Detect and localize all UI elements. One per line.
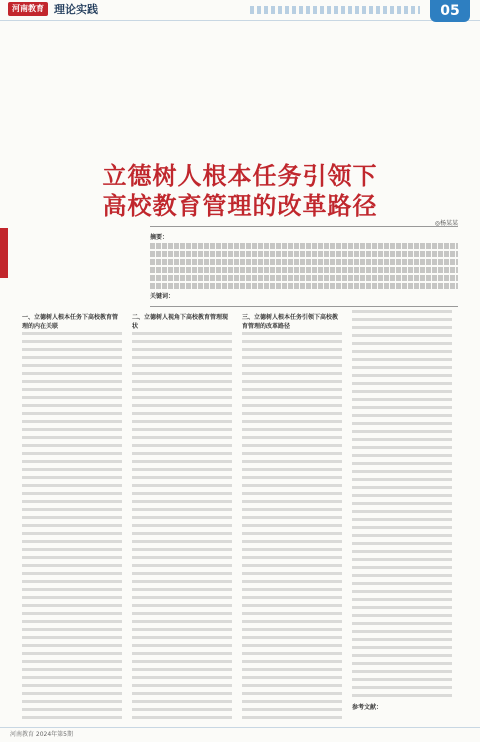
abstract-line [150, 259, 458, 265]
abstract-line [150, 283, 458, 289]
references-label: 参考文献： [352, 704, 383, 711]
abstract-box [150, 226, 458, 307]
text-column-2 [132, 310, 232, 722]
text-column-3 [242, 310, 342, 722]
page-footer: 河南教育 2024年第5期 [0, 727, 480, 742]
column-body [22, 332, 122, 722]
text-column-4 [352, 310, 452, 713]
abstract-line [150, 243, 458, 249]
decorative-stripes [250, 6, 420, 14]
article-title-line2: 高校教育管理的改革路径 [102, 191, 378, 220]
abstract-line [150, 275, 458, 281]
author-byline: ◎杨某某 [434, 220, 458, 227]
column-body [242, 332, 342, 722]
section-heading: 一、立德树人根本任务下高校教育管理的内在关联 [22, 314, 119, 330]
page-number: 05 [430, 0, 470, 22]
section-heading: 三、立德树人根本任务引领下高校教育管理的改革路径 [242, 314, 339, 330]
abstract-line [150, 251, 458, 257]
publication-logo: 河南教育 [8, 2, 48, 16]
column-body [352, 310, 452, 700]
article-title-line1: 立德树人根本任务引领下 [102, 161, 378, 190]
abstract-label: 摘要： [150, 234, 169, 241]
section-title: 理论实践 [54, 3, 98, 16]
abstract-line [150, 267, 458, 273]
side-marker [0, 228, 8, 278]
section-heading: 二、立德树人视角下高校教育管理现状 [132, 314, 229, 330]
column-body [132, 332, 232, 722]
page-header [0, 0, 480, 21]
text-column-1 [22, 310, 122, 722]
keywords-label: 关键词： [150, 293, 175, 300]
